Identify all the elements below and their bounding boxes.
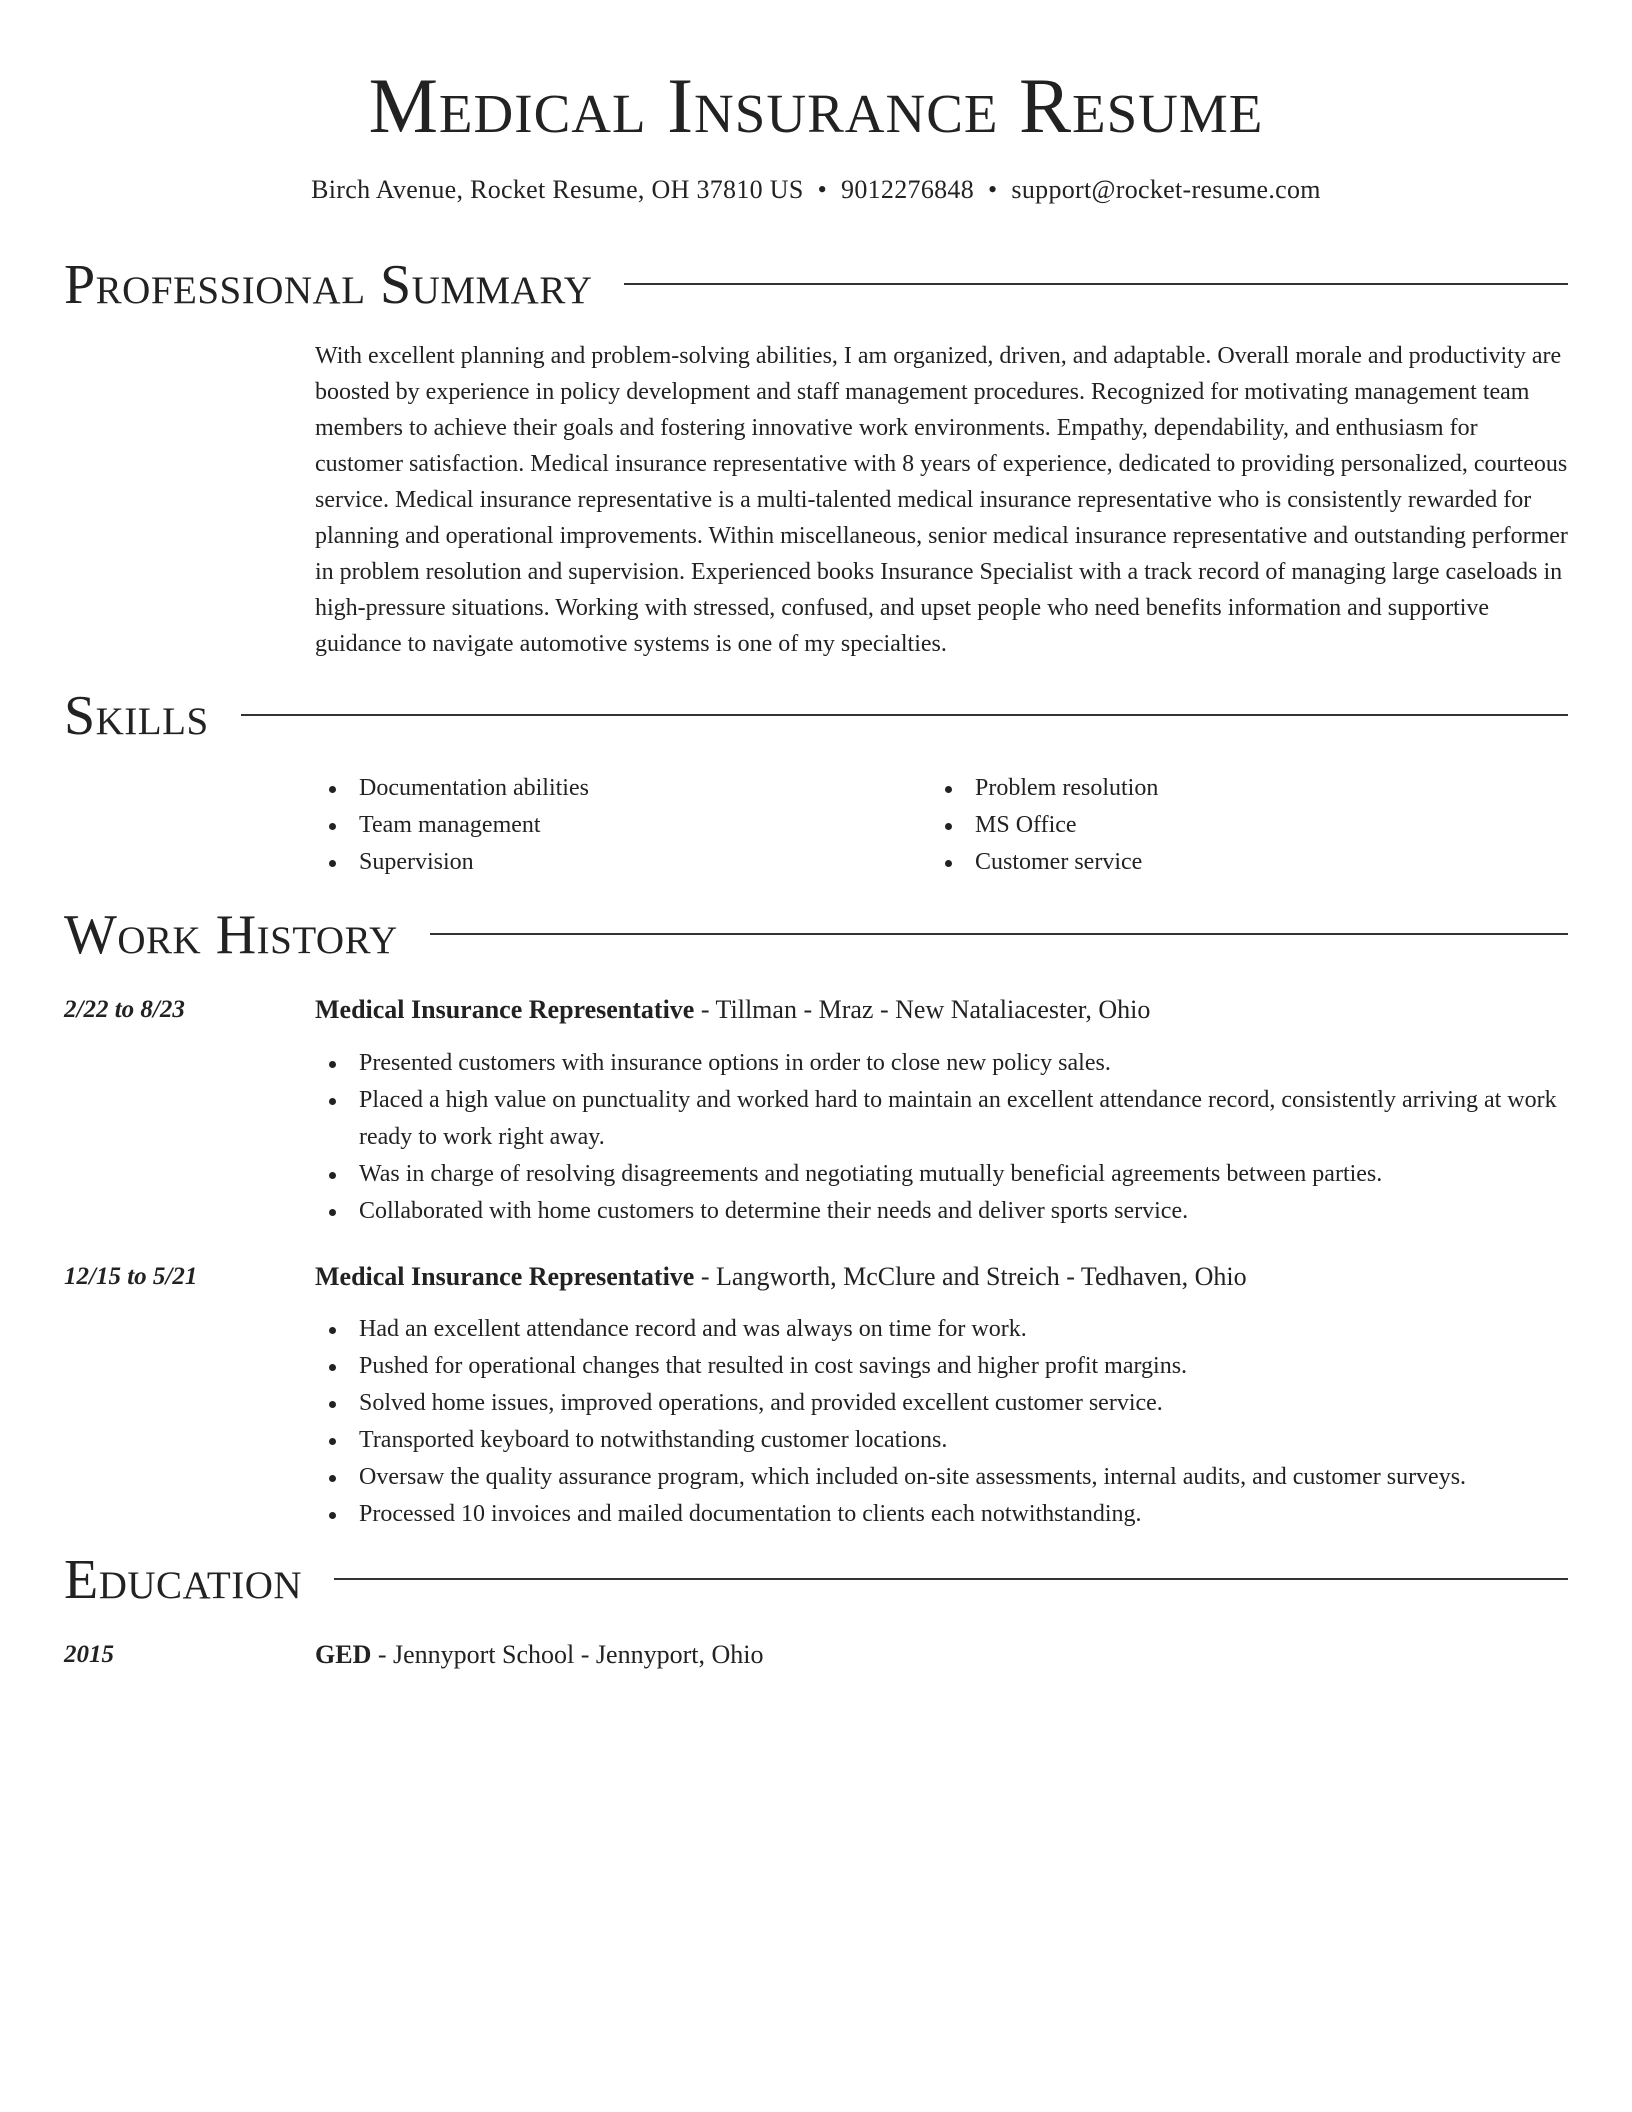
job-title-line: [315, 992, 1570, 1028]
job-bullet: Solved home issues, improved operations, and provided excellent customer service.: [315, 1385, 1570, 1422]
job-role: Medical Insurance Representative: [315, 1262, 695, 1291]
job-employer: - Tillman - Mraz - New Nataliacester, Ohio: [694, 995, 1151, 1024]
education-degree: GED: [315, 1640, 372, 1669]
job-role: Medical Insurance Representative: [315, 995, 695, 1024]
skill-item: Customer service: [931, 844, 1531, 881]
skills-list-left: [315, 770, 875, 881]
job-bullet: Collaborated with home customers to determine their needs and deliver sports service.: [315, 1193, 1570, 1230]
skill-item: Team management: [315, 807, 875, 844]
job-dates: 2/22 to 8/23: [64, 996, 185, 1023]
skills-list-right: [931, 770, 1531, 881]
skill-item: Supervision: [315, 844, 875, 881]
education-school: - Jennyport School - Jennyport, Ohio: [371, 1640, 764, 1669]
job-bullet: Presented customers with insurance options in order to close new policy sales.: [315, 1045, 1570, 1082]
job-bullet: Oversaw the quality assurance program, which included on-site assessments, internal audits, and customer surveys.: [315, 1459, 1570, 1496]
education-line: [315, 1637, 1570, 1673]
work-heading: Work History: [64, 904, 398, 966]
section-divider: [241, 714, 1568, 716]
job-bullets: [315, 1311, 1570, 1533]
job-bullet: Pushed for operational changes that resulted in cost savings and higher profit margins.: [315, 1348, 1570, 1385]
contact-phone: 9012276848: [841, 175, 975, 204]
section-divider: [624, 283, 1568, 285]
skills-heading: Skills: [64, 685, 209, 747]
job-dates: 12/15 to 5/21: [64, 1263, 198, 1290]
summary-heading: Professional Summary: [64, 254, 593, 316]
contact-separator: •: [817, 175, 828, 204]
job-bullet: Placed a high value on punctuality and worked hard to maintain an excellent attendance record, consistently arriving at work ready to work right away.: [315, 1082, 1570, 1156]
education-year: 2015: [64, 1641, 114, 1668]
contact-address: Birch Avenue, Rocket Resume, OH 37810 US: [311, 175, 804, 204]
section-divider: [430, 933, 1568, 935]
education-heading: Education: [64, 1549, 303, 1611]
job-employer: - Langworth, McClure and Streich - Tedhaven, Ohio: [694, 1262, 1247, 1291]
skills-section-header: [64, 681, 1568, 751]
skill-item: Documentation abilities: [315, 770, 875, 807]
job-bullet: Transported keyboard to notwithstanding customer locations.: [315, 1422, 1570, 1459]
document-title: Medical Insurance Resume: [368, 62, 1264, 149]
work-section-header: [64, 900, 1568, 970]
contact-separator: •: [988, 175, 998, 204]
section-divider: [334, 1578, 1568, 1580]
job-bullet: Processed 10 invoices and mailed documentation to clients each notwithstanding.: [315, 1496, 1570, 1533]
contact-email: support@rocket-resume.com: [1011, 175, 1321, 204]
job-bullet: Had an excellent attendance record and was always on time for work.: [315, 1311, 1570, 1348]
education-section-header: [64, 1545, 1568, 1615]
summary-paragraph: With excellent planning and problem-solving abilities, I am organized, driven, and adaptable. Overall morale and productivity are boosted by experience in policy development and staff management procedures. Recognized for motivating management team members to achieve their goals and fostering innovative work environments. Empathy, dependability, and enthusiasm for customer satisfaction. Medical insurance representative with 8 years of experience, dedicated to providing personalized, courteous service. Medical insurance representative is a multi-talented medical insurance representative who is consistently rewarded for planning and operational improvements. Within miscellaneous, senior medical insurance representative and outstanding performer in problem resolution and supervision. Experienced books Insurance Specialist with a track record of managing large caseloads in high-pressure situations. Working with stressed, confused, and upset people who need benefits information and supportive guidance to navigate automotive systems is one of my specialties.: [315, 343, 1568, 657]
summary-section-header: [64, 250, 1568, 320]
contact-line: [0, 172, 1632, 208]
skill-item: Problem resolution: [931, 770, 1531, 807]
job-bullet: Was in charge of resolving disagreements and negotiating mutually beneficial agreements between parties.: [315, 1156, 1570, 1193]
job-bullets: [315, 1045, 1570, 1230]
job-title-line: [315, 1259, 1570, 1295]
skill-item: MS Office: [931, 807, 1531, 844]
